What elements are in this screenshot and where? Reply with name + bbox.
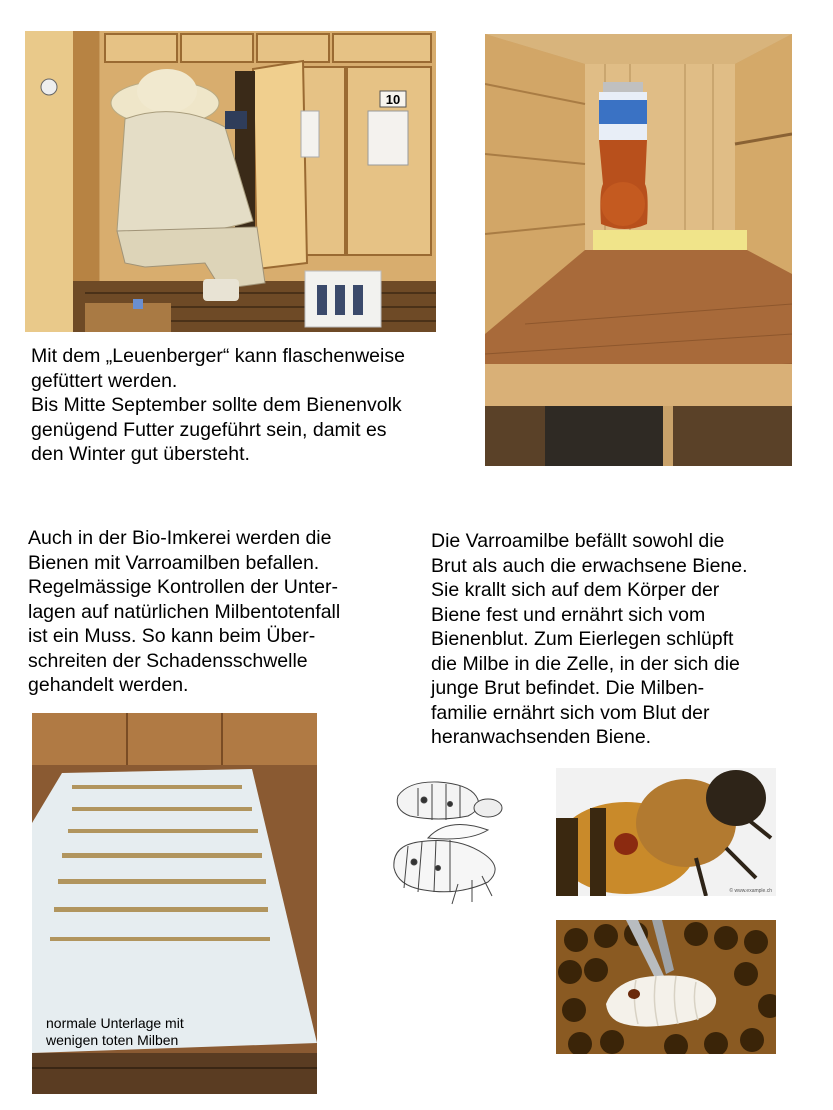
feeding-paragraph: Mit dem „Leuenberger“ kann flaschenweise gefüttert werden. Bis Mitte September sollte dem Bienenvolk genügend Futter zugeführt sein, damit es den Winter gut übersteht. [31, 345, 405, 465]
board-caption: normale Unterlage mit wenigen toten Milben [46, 1015, 184, 1048]
varroa-info-paragraph: Die Varroamilbe befällt sowohl die Brut als auch die erwachsene Biene. Sie krallt sich auf dem Körper der Biene fest und ernährt sich vom Bienenblut. Zum Eierlegen schlüpft die Milbe in die Zelle, in der sich die junge Brut befindet. Die Milben- familie ernährt sich vom Blut der heranwachsenden Biene. [431, 530, 748, 748]
varroa-control-paragraph: Auch in der Bio-Imkerei werden die Bienen mit Varroamilben befallen. Regelmässige Kontrollen der Unter- lagen auf natürlichen Milbentotenfall ist ein Muss. So kann beim Über- schreiten der Schadensschwelle gehandelt werden. [28, 527, 341, 696]
bee-with-mite-photo [556, 768, 776, 896]
mite-on-larva-photo [556, 920, 776, 1054]
bee-mite-illustration [388, 776, 508, 908]
photo-watermark: © www.example.ch [729, 888, 772, 894]
feeder-bottle-photo [485, 34, 792, 466]
beekeeper-photo [25, 31, 436, 332]
hive-number-label: 10 [385, 92, 401, 107]
